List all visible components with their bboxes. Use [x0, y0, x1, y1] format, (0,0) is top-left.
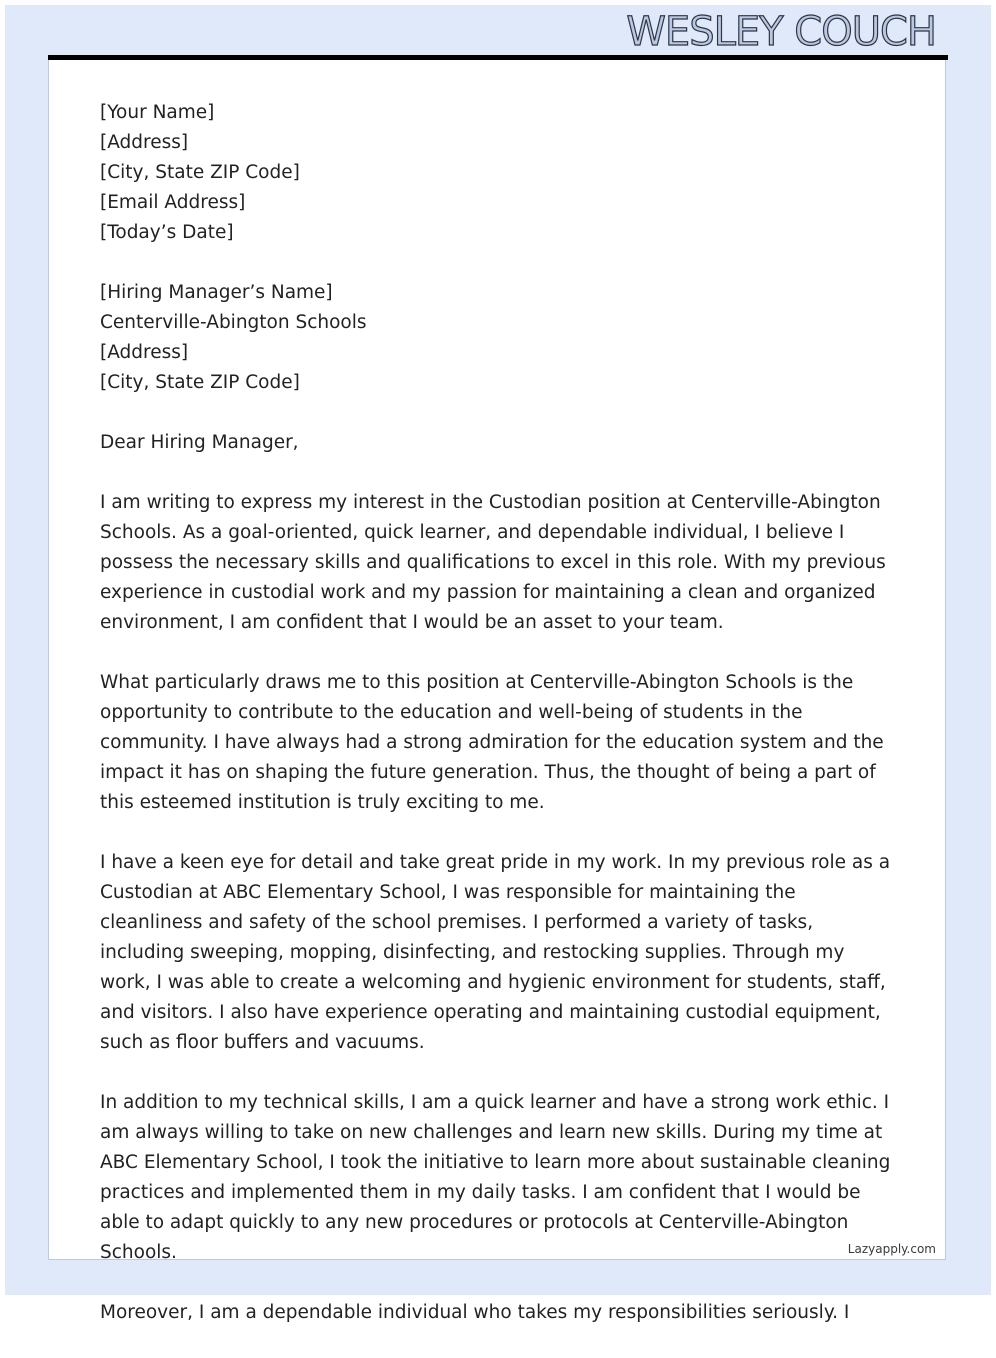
- recipient-address: [Address]: [100, 342, 189, 363]
- letter-date: [Today’s Date]: [100, 222, 234, 243]
- paragraph-5: Moreover, I am a dependable individual who takes my responsibilities seriously. I: [100, 1302, 850, 1323]
- sender-address: [Address]: [100, 132, 189, 153]
- recipient-company: Centerville-Abington Schools: [100, 312, 367, 333]
- salutation: Dear Hiring Manager,: [100, 432, 299, 453]
- paragraph-4: In addition to my technical skills, I am a quick learner and have a strong work ethic. I am always willing to take on new challenges and learn new skills. During my time at ABC Elementary School, I took the initiative to learn more about sustainable cleaning practices and implemented them in my daily tasks. I am confident that I would be able to adapt quickly to any new procedures or protocols at Centerville-Abington Schools.: [100, 1092, 891, 1263]
- recipient-city-state-zip: [City, State ZIP Code]: [100, 372, 300, 393]
- paragraph-2: What particularly draws me to this position at Centerville-Abington Schools is the opportunity to contribute to the education and well-being of students in the community. I have always had a strong admiration for the education system and the impact it has on shaping the future generation. Thus, the thought of being a part of this esteemed institution is truly exciting to me.: [100, 672, 884, 813]
- paragraph-1: I am writing to express my interest in the Custodian position at Centerville-Abington Schools. As a goal-oriented, quick learner, and dependable individual, I believe I possess the necessary skills and qualifications to excel in this role. With my previous experience in custodial work and my passion for maintaining a clean and organized environment, I am confident that I would be an asset to your team.: [100, 492, 886, 633]
- header-name: WESLEY COUCH: [626, 9, 936, 55]
- sender-block: [100, 98, 900, 248]
- sender-name: [Your Name]: [100, 102, 215, 123]
- sender-city-state-zip: [City, State ZIP Code]: [100, 162, 300, 183]
- cover-letter-body: [100, 98, 900, 1358]
- recipient-name: [Hiring Manager’s Name]: [100, 282, 333, 303]
- sender-email: [Email Address]: [100, 192, 246, 213]
- paragraph-3: I have a keen eye for detail and take great pride in my work. In my previous role as a Custodian at ABC Elementary School, I was responsible for maintaining the cleanliness and safety of the school premises. I performed a variety of tasks, including sweeping, mopping, disinfecting, and restocking supplies. Through my work, I was able to create a welcoming and hygienic environment for students, staff, and visitors. I also have experience operating and maintaining custodial equipment, such as floor buffers and vacuums.: [100, 852, 891, 1053]
- watermark: Lazyapply.com: [847, 1242, 936, 1256]
- recipient-block: [100, 278, 900, 398]
